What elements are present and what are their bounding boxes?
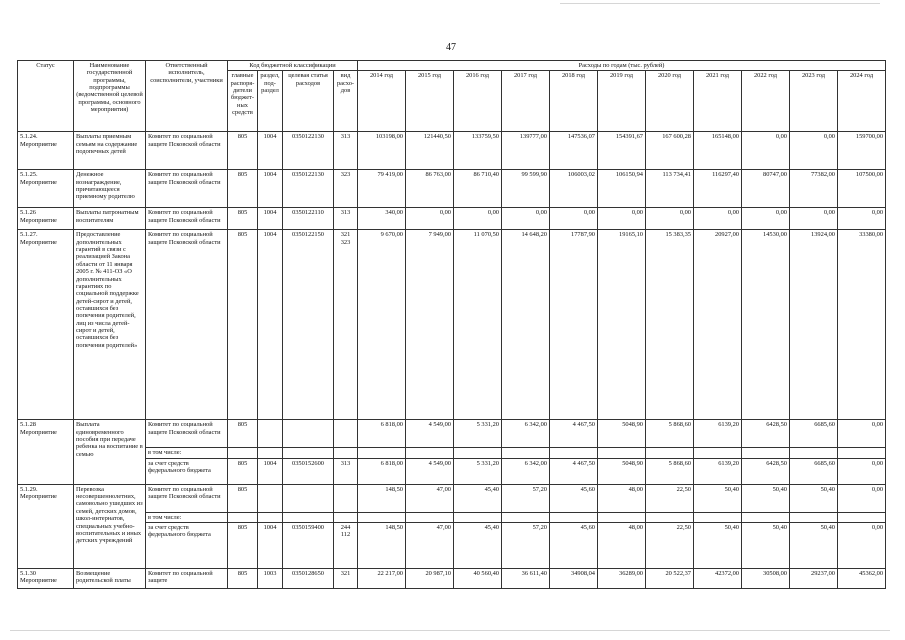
row-value: 47,00 [406, 484, 454, 512]
empty-cell [406, 512, 454, 522]
empty-cell [334, 448, 358, 458]
row-grbs: 805 [228, 420, 258, 448]
row-executor: Комитет по социальной защите Псковской области [146, 132, 228, 170]
empty-cell [742, 512, 790, 522]
row-value: 121440,50 [406, 132, 454, 170]
row-statya: 0350122130 [283, 132, 334, 170]
row-vid: 313 [334, 458, 358, 484]
row-value: 57,20 [502, 484, 550, 512]
row-value: 99 599,90 [502, 170, 550, 208]
empty-cell [598, 448, 646, 458]
empty-cell [258, 512, 283, 522]
row-razdel: 1004 [258, 230, 283, 420]
row-statya: 0350159400 [283, 523, 334, 569]
empty-cell [646, 448, 694, 458]
table-row [18, 458, 886, 484]
row-value: 159700,00 [838, 132, 886, 170]
row-value: 139777,00 [502, 132, 550, 170]
row-name: Выплаты патронатным воспитателям [74, 208, 146, 230]
row-value: 50,40 [694, 484, 742, 512]
header-code-col: раздел, под-раздел [258, 71, 283, 132]
table-row [18, 208, 886, 230]
row-value: 133759,50 [454, 132, 502, 170]
table-row [18, 569, 886, 589]
row-value: 0,00 [550, 208, 598, 230]
row-statya: 0350152600 [283, 458, 334, 484]
row-status: 5.1.27. Мероприятие [18, 230, 74, 420]
row-value: 0,00 [502, 208, 550, 230]
row-value: 6 818,00 [358, 420, 406, 448]
row-value: 148,50 [358, 523, 406, 569]
scan-noise-top [560, 3, 880, 4]
row-value: 148,50 [358, 484, 406, 512]
row-value: 103198,00 [358, 132, 406, 170]
header-year: 2015 год [406, 71, 454, 132]
row-value: 167 600,28 [646, 132, 694, 170]
empty-cell [502, 448, 550, 458]
row-value: 0,00 [838, 484, 886, 512]
row-executor: Комитет по социальной защите Псковской области [146, 208, 228, 230]
row-razdel [258, 484, 283, 512]
row-statya: 0350122150 [283, 230, 334, 420]
row-value: 5048,90 [598, 420, 646, 448]
empty-cell [694, 448, 742, 458]
empty-cell [454, 448, 502, 458]
row-vid: 313 [334, 132, 358, 170]
empty-cell [790, 448, 838, 458]
row-value: 6685,60 [790, 420, 838, 448]
row-value: 45,40 [454, 523, 502, 569]
row-value: 6139,20 [694, 458, 742, 484]
row-status: 5.1.26 Мероприятие [18, 208, 74, 230]
row-name: Перевозка несовершеннолетних, самовольно ушедших из семей, детских домов, школ-интернатов, специальных учебно-воспитательных и иных детских учреждений [74, 484, 146, 568]
row-value: 106003,02 [550, 170, 598, 208]
row-grbs: 805 [228, 208, 258, 230]
row-value: 6 342,00 [502, 458, 550, 484]
row-value: 0,00 [406, 208, 454, 230]
row-status: 5.1.30 Мероприятие [18, 569, 74, 589]
empty-cell [283, 512, 334, 522]
empty-cell [358, 448, 406, 458]
row-value: 6 818,00 [358, 458, 406, 484]
row-value: 20 987,10 [406, 569, 454, 589]
row-value: 5 868,60 [646, 420, 694, 448]
row-executor: Комитет по социальной защите Псковской области [146, 484, 228, 512]
row-value: 42372,00 [694, 569, 742, 589]
row-in-that: в том числе: [146, 512, 228, 522]
row-value: 0,00 [454, 208, 502, 230]
row-value: 48,00 [598, 484, 646, 512]
table-row [18, 512, 886, 522]
row-value: 6 342,00 [502, 420, 550, 448]
empty-cell [258, 448, 283, 458]
row-value: 30508,00 [742, 569, 790, 589]
row-value: 50,40 [742, 523, 790, 569]
header-year: 2016 год [454, 71, 502, 132]
budget-table [17, 60, 886, 589]
row-status: 5.1.28 Мероприятие [18, 420, 74, 484]
table-row [18, 448, 886, 458]
empty-cell [742, 448, 790, 458]
empty-cell [334, 512, 358, 522]
header-year: 2023 год [790, 71, 838, 132]
header-year: 2021 год [694, 71, 742, 132]
row-statya: 0350122130 [283, 170, 334, 208]
row-value: 9 670,00 [358, 230, 406, 420]
table-row [18, 230, 886, 420]
row-value: 340,00 [358, 208, 406, 230]
empty-cell [283, 448, 334, 458]
empty-cell [454, 512, 502, 522]
header-executor: Ответственный исполнитель, соисполнители, участники [146, 61, 228, 132]
row-name: Денежное вознаграждение, причитающееся приемному родителю [74, 170, 146, 208]
row-value: 4 549,00 [406, 458, 454, 484]
row-statya [283, 484, 334, 512]
row-in-that: в том числе: [146, 448, 228, 458]
row-value: 19165,10 [598, 230, 646, 420]
row-value: 106150,94 [598, 170, 646, 208]
row-razdel: 1004 [258, 523, 283, 569]
row-value: 50,40 [790, 484, 838, 512]
table-row [18, 484, 886, 512]
row-grbs: 805 [228, 569, 258, 589]
row-value: 6139,20 [694, 420, 742, 448]
row-executor: Комитет по социальной защите Псковской области [146, 230, 228, 420]
row-value: 154391,67 [598, 132, 646, 170]
row-value: 5 868,60 [646, 458, 694, 484]
empty-cell [358, 512, 406, 522]
header-code-col: целевая статья расходов [283, 71, 334, 132]
row-value: 11 070,50 [454, 230, 502, 420]
header-code-col: вид расхо-дов [334, 71, 358, 132]
row-sub-executor: за счет средств федерального бюджета [146, 523, 228, 569]
row-statya: 0350122110 [283, 208, 334, 230]
header-expenses: Расходы по годам (тыс. рублей) [358, 61, 886, 71]
header-year: 2018 год [550, 71, 598, 132]
row-status: 5.1.25. Мероприятие [18, 170, 74, 208]
row-value: 165148,00 [694, 132, 742, 170]
row-value: 0,00 [790, 132, 838, 170]
empty-cell [790, 512, 838, 522]
empty-cell [838, 512, 886, 522]
row-value: 0,00 [838, 458, 886, 484]
row-value: 45362,00 [838, 569, 886, 589]
row-value: 50,40 [694, 523, 742, 569]
row-value: 0,00 [790, 208, 838, 230]
row-value: 20 522,37 [646, 569, 694, 589]
row-value: 5048,90 [598, 458, 646, 484]
row-statya [283, 420, 334, 448]
row-value: 77382,00 [790, 170, 838, 208]
row-value: 50,40 [790, 523, 838, 569]
empty-cell [550, 512, 598, 522]
row-status: 5.1.24. Мероприятие [18, 132, 74, 170]
row-value: 5 331,20 [454, 420, 502, 448]
row-value: 14530,00 [742, 230, 790, 420]
row-value: 113 734,41 [646, 170, 694, 208]
empty-cell [406, 448, 454, 458]
row-value: 36289,00 [598, 569, 646, 589]
page-number: 47 [446, 42, 456, 53]
row-value: 0,00 [742, 208, 790, 230]
header-year: 2020 год [646, 71, 694, 132]
empty-cell [598, 512, 646, 522]
row-value: 45,60 [550, 484, 598, 512]
row-value: 7 949,00 [406, 230, 454, 420]
row-value: 20927,00 [694, 230, 742, 420]
row-value: 45,40 [454, 484, 502, 512]
row-executor: Комитет по социальной защите Псковской области [146, 420, 228, 448]
row-grbs: 805 [228, 458, 258, 484]
row-name: Возмещение родительской платы [74, 569, 146, 589]
row-value: 0,00 [646, 208, 694, 230]
row-razdel: 1003 [258, 569, 283, 589]
row-executor: Комитет по социальной защите Псковской области [146, 170, 228, 208]
row-razdel [258, 420, 283, 448]
row-sub-executor: за счет средств федерального бюджета [146, 458, 228, 484]
row-value: 22,50 [646, 523, 694, 569]
header-budget-code: Код бюджетной классификации [228, 61, 358, 71]
row-grbs: 805 [228, 132, 258, 170]
row-value: 17787,90 [550, 230, 598, 420]
row-value: 0,00 [838, 420, 886, 448]
row-grbs: 805 [228, 170, 258, 208]
row-value: 116297,40 [694, 170, 742, 208]
empty-cell [646, 512, 694, 522]
row-value: 40 560,40 [454, 569, 502, 589]
row-vid: 321 323 [334, 230, 358, 420]
row-value: 0,00 [838, 208, 886, 230]
header-year: 2017 год [502, 71, 550, 132]
row-razdel: 1004 [258, 132, 283, 170]
empty-cell [550, 448, 598, 458]
row-razdel: 1004 [258, 208, 283, 230]
row-grbs: 805 [228, 523, 258, 569]
empty-cell [228, 512, 258, 522]
row-value: 6428,50 [742, 420, 790, 448]
row-value: 29237,00 [790, 569, 838, 589]
row-vid [334, 420, 358, 448]
row-value: 13924,00 [790, 230, 838, 420]
header-name: Наименование государственной программы, подпрограммы (ведомственной целевой программы, основного мероприятия) [74, 61, 146, 132]
row-name: Выплата единовременного пособия при передаче ребенка на воспитание в семью [74, 420, 146, 484]
empty-cell [838, 448, 886, 458]
header-code-col: главные распоря-дители бюджет-ных средств [228, 71, 258, 132]
row-statya: 0350128650 [283, 569, 334, 589]
row-vid [334, 484, 358, 512]
table-row [18, 132, 886, 170]
empty-cell [228, 448, 258, 458]
header-year: 2024 год [838, 71, 886, 132]
row-value: 6428,50 [742, 458, 790, 484]
row-grbs: 805 [228, 484, 258, 512]
row-value: 79 419,00 [358, 170, 406, 208]
row-name: Предоставление дополнительных гарантий в связи с реализацией Закона области от 11 января 2005 г. № 411-ОЗ «О дополнительных гарантиях по социальной поддержке детей-сирот и детей, оставшихся без попечения родителей, лиц из числа детей-сирот и детей, оставшихся без попечения родителей» [74, 230, 146, 420]
row-value: 22,50 [646, 484, 694, 512]
row-value: 80747,00 [742, 170, 790, 208]
row-value: 86 710,40 [454, 170, 502, 208]
row-value: 0,00 [742, 132, 790, 170]
row-value: 57,20 [502, 523, 550, 569]
row-value: 0,00 [694, 208, 742, 230]
row-value: 4 467,50 [550, 420, 598, 448]
header-year: 2019 год [598, 71, 646, 132]
row-value: 14 648,20 [502, 230, 550, 420]
row-vid: 323 [334, 170, 358, 208]
row-razdel: 1004 [258, 170, 283, 208]
scan-noise-bottom [10, 630, 890, 631]
row-grbs: 805 [228, 230, 258, 420]
table-row [18, 523, 886, 569]
row-value: 33380,00 [838, 230, 886, 420]
row-value: 47,00 [406, 523, 454, 569]
header-status: Статус [18, 61, 74, 132]
row-value: 22 217,00 [358, 569, 406, 589]
row-vid: 244 112 [334, 523, 358, 569]
row-value: 147536,07 [550, 132, 598, 170]
empty-cell [502, 512, 550, 522]
row-value: 15 383,35 [646, 230, 694, 420]
row-value: 50,40 [742, 484, 790, 512]
row-value: 48,00 [598, 523, 646, 569]
row-value: 0,00 [598, 208, 646, 230]
row-value: 45,60 [550, 523, 598, 569]
row-value: 34908,04 [550, 569, 598, 589]
table-row [18, 170, 886, 208]
empty-cell [694, 512, 742, 522]
row-value: 4 467,50 [550, 458, 598, 484]
row-status: 5.1.29. Мероприятие [18, 484, 74, 568]
table-row [18, 420, 886, 448]
row-value: 0,00 [838, 523, 886, 569]
row-value: 86 763,00 [406, 170, 454, 208]
row-value: 107500,00 [838, 170, 886, 208]
row-vid: 321 [334, 569, 358, 589]
row-name: Выплаты приемным семьям на содержание подопечных детей [74, 132, 146, 170]
row-value: 4 549,00 [406, 420, 454, 448]
header-year: 2022 год [742, 71, 790, 132]
row-value: 5 331,20 [454, 458, 502, 484]
row-vid: 313 [334, 208, 358, 230]
header-year: 2014 год [358, 71, 406, 132]
row-razdel: 1004 [258, 458, 283, 484]
row-value: 36 611,40 [502, 569, 550, 589]
row-value: 6685,60 [790, 458, 838, 484]
row-executor: Комитет по социальной защите [146, 569, 228, 589]
